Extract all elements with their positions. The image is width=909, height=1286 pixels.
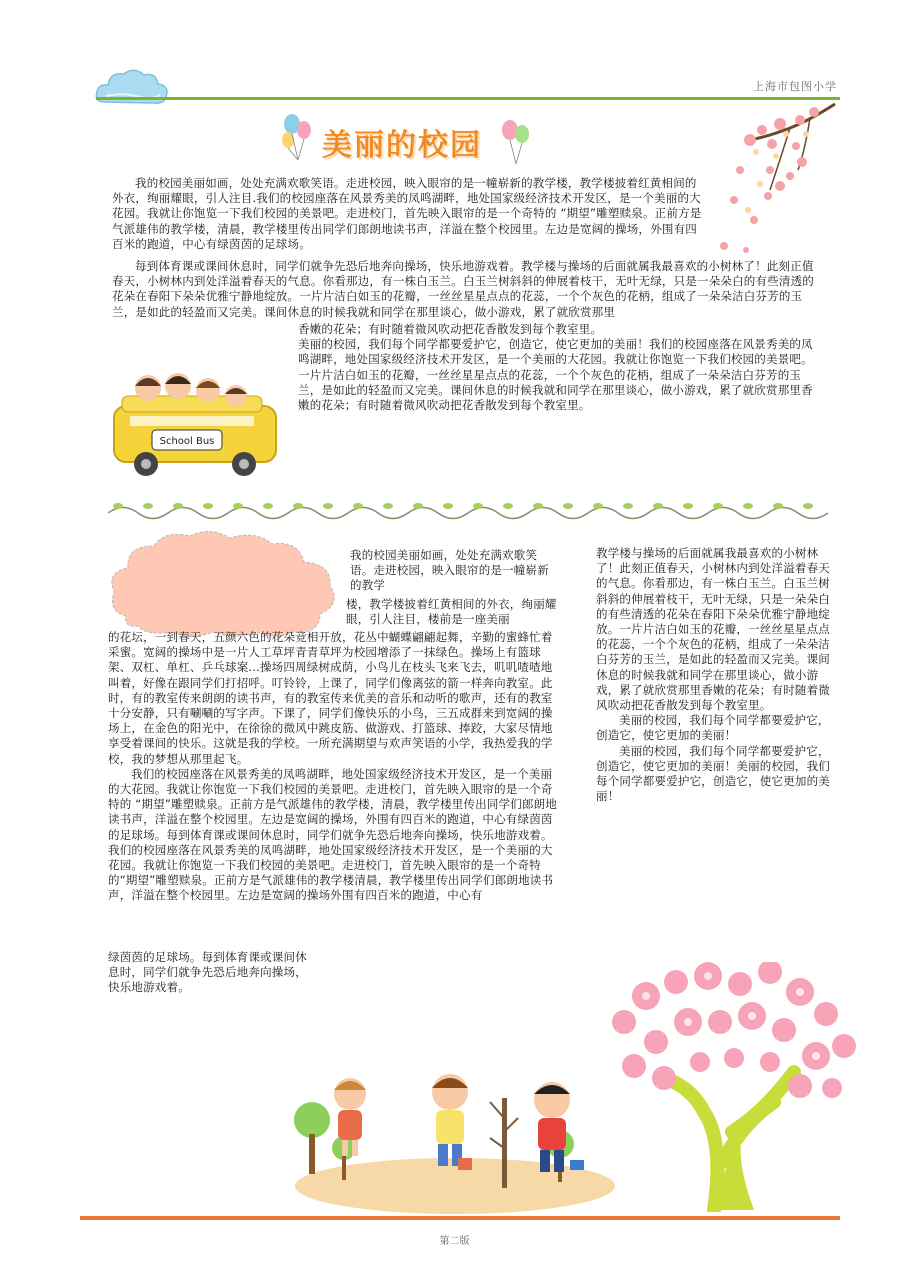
balloons-icon <box>278 112 322 162</box>
vine-leaf <box>143 503 153 509</box>
vine-leaf <box>233 503 243 509</box>
vine-leaf <box>203 503 213 509</box>
column-text: 美丽的校园，我们每个同学都要爱护它，创造它，使它更加的美丽！美丽的校园，我们每个同学都要爱护它，创造它，使它更加的美丽！ <box>596 743 830 804</box>
vine-leaf <box>593 503 603 509</box>
vine-leaf <box>173 503 183 509</box>
intro-paragraph: 香嫩的花朵；有时随着微风吹动把花香散发到每个教室里。 <box>298 322 603 336</box>
kids-planting-image <box>290 1048 620 1216</box>
balloons-icon <box>498 118 534 166</box>
footer-rule <box>80 1216 840 1220</box>
school-name: 上海市包图小学 <box>753 80 837 93</box>
vine-leaf <box>443 503 453 509</box>
left-column <box>108 630 560 904</box>
page-number: 第二版 <box>439 1236 470 1247</box>
intro-paragraph: 每到体育课或课间休息时，同学们就争先恐后地奔向操场，快乐地游戏着。教学楼与操场的后面就属我最喜欢的小树林了！此刻正值春天，小树林内到处洋溢着春天的气息。你看那边，有一株白玉兰。白玉兰树斜斜的伸展着枝干，无叶无绿，只是一朵朵白的有些清透的花朵在春阳下朵朵优雅宁静地绽放。一片片洁白如玉的花瓣，一丝丝星星点点的花蕊，一个个灰色的花柄，组成了一朵朵洁白芬芳的玉兰，是如此的轻盈而又完美。课间休息的时候我就和同学在那里谈心，做小游戏，累了就欣赏那里 <box>112 259 814 319</box>
vine-leaf <box>713 503 723 509</box>
blossom-branch-image <box>710 100 840 260</box>
vine-leaf <box>293 503 303 509</box>
vine-stem <box>108 508 828 519</box>
vine-leaf <box>503 503 513 509</box>
vine-leaf <box>473 503 483 509</box>
vine-leaf <box>623 503 633 509</box>
pink-cloud-frame <box>106 528 344 640</box>
school-bus-image <box>108 366 284 478</box>
vine-divider <box>108 500 828 526</box>
vine-leaf <box>653 503 663 509</box>
column-text: 的花坛，一到春天，五颜六色的花朵竞相开放，花丛中蝴蝶翩翩起舞，辛勤的蜜蜂忙着采蜜。宽阔的操场中是一片人工草坪青青草坪为校园增添了一抹绿色。操场上有篮球架、双杠、单杠、乒乓球案...操场四周绿树成荫，小鸟儿在枝头飞来飞去，叽叽喳喳地叫着，好像在跟同学们打招呼。叮铃铃，上课了，同学们像离弦的箭一样奔向教室。此时，有的教室传来朗朗的读书声，有的教室传来优美的音乐和动听的歌声，还有的教室十分安静，只有唰唰的写字声。下课了，同学们像快乐的小鸟，三五成群来到宽阔的操场上，在金色的阳光中，在徐徐的微风中跳皮筋、做游戏、打篮球、捧跤，大家尽情地享受着课间的快乐。这就是我的学校。一所充满期望与欢声笑语的小学，我热爱我的学校，我的梦想从那里起飞。 <box>108 630 553 766</box>
left-column-top <box>350 548 550 594</box>
intro-paragraph: 美丽的校园，我们每个同学都要爱护它，创造它，使它更加的美丽！我们的校园座落在风景秀美的凤鸣湖畔，地处国家级经济技术开发区，是一个美丽的大花园。我就让你饱览一下我们校园的美景吧。一片片洁白如玉的花瓣，一丝丝星星点点的花蕊，一个个灰色的花柄，组成了一朵朵洁白芬芳的玉兰，是如此的轻盈而又完美。课间休息的时候我就和同学在那里谈心，做小游戏，累了就欣赏那里香嫩的花朵；有时随着微风吹动把花香散发到每个教室里。 <box>298 337 813 413</box>
column-text: 楼，教学楼披着红黄相间的外衣，绚丽耀眼，引人注目，楼前是一座美丽 <box>346 597 557 627</box>
left-column-end <box>108 950 308 996</box>
column-text: 绿茵茵的足球场。每到体育课或课间休息时，同学们就争先恐后地奔向操场，快乐地游戏着。 <box>108 950 307 995</box>
bus-label: School Bus <box>159 436 215 447</box>
column-text: 教学楼与操场的后面就属我最喜欢的小树林了！此刻正值春天，小树林内到处洋溢着春天的气息。你看那边，有一株白玉兰。白玉兰树斜斜的伸展着枝干，无叶无绿，只是一朵朵白的有些清透的花朵在春阳下朵朵优雅宁静地绽放。一片片洁白如玉的花瓣，一丝丝星星点点的花蕊，一个个灰色的花柄，组成了一朵朵洁白芬芳的玉兰，是如此的轻盈而又完美。课间休息的时候我就和同学在那里谈心，做小游戏，累了就欣赏那里香嫩的花朵；有时随着微风吹动把花香散发到每个教室里。 <box>596 546 830 713</box>
vine-leaf <box>533 503 543 509</box>
cloud-logo-icon <box>94 66 170 112</box>
vine-leaf <box>323 503 333 509</box>
column-text: 我们的校园座落在风景秀美的凤鸣湖畔，地处国家级经济技术开发区，是一个美丽的大花园。我就让你饱览一下我们校园的美景吧。走进校门，首先映入眼帘的是一个奇特的 “期望”雕塑赎泉。正前方是气派雄伟的教学楼，清晨，教学楼里传出同学们郎朗地读书声，洋溢在整个校园里。左边是宽阔的操场，外围有四百米的跑道，中心有绿茵茵的足球场。每到体育课或课间休息时，同学们就争先恐后地奔向操场，快乐地游戏着。我们的校园座落在风景秀美的凤鸣湖畔，地处国家级经济技术开发区，是一个美丽的大花园。我就让你饱览一下我们校园的美景吧。走进校门，首先映入眼帘的是一个奇特的“期望”雕塑赎泉。正前方是气派雄伟的教学楼清晨，教学楼里传出同学们郎朗地读书声，洋溢在整个校园里。左边是宽阔的操场外围有四百米的跑道，中心有 <box>108 766 558 903</box>
intro-block-3 <box>298 322 824 413</box>
intro-block-2 <box>112 259 824 320</box>
intro-paragraph: 我的校园美丽如画，处处充满欢歌笑语。走进校园，映入眼帘的是一幢崭新的教学楼，教学楼披着红黄相间的外衣，绚丽耀眼，引人注目.我们的校园座落在风景秀美的凤鸣湖畔，地处国家级经济技术开发区，是一个美丽的大花园。我就让你饱览一下我们校园的美景吧。走进校门，首先映入眼帘的是一个奇特的 “期望”雕塑赎泉。正前方是气派雄伟的教学楼，清晨，教学楼里传出同学们郎朗地读书声，洋溢在整个校园里。左边是宽阔的操场，外围有四百米的跑道，中心有绿茵茵的足球场。 <box>112 176 702 251</box>
vine-leaf <box>263 503 273 509</box>
blossom-tree-image <box>604 962 870 1212</box>
column-text: 我的校园美丽如画，处处充满欢歌笑语。走进校园，映入眼帘的是一幢崭新的教学 <box>350 548 549 593</box>
page-title: 美丽的校园 <box>322 128 482 163</box>
left-column-top-2 <box>346 597 560 627</box>
vine-leaf <box>683 503 693 509</box>
vine-leaf <box>773 503 783 509</box>
right-column <box>596 546 832 804</box>
intro-block <box>112 176 704 252</box>
vine-leaf <box>413 503 423 509</box>
column-text: 美丽的校园，我们每个同学都要爱护它，创造它，使它更加的美丽！ <box>596 713 830 743</box>
vine-leaf <box>563 503 573 509</box>
vine-leaf <box>743 503 753 509</box>
vine-leaf <box>113 503 123 509</box>
vine-leaf <box>803 503 813 509</box>
vine-leaf <box>383 503 393 509</box>
vine-leaf <box>353 503 363 509</box>
